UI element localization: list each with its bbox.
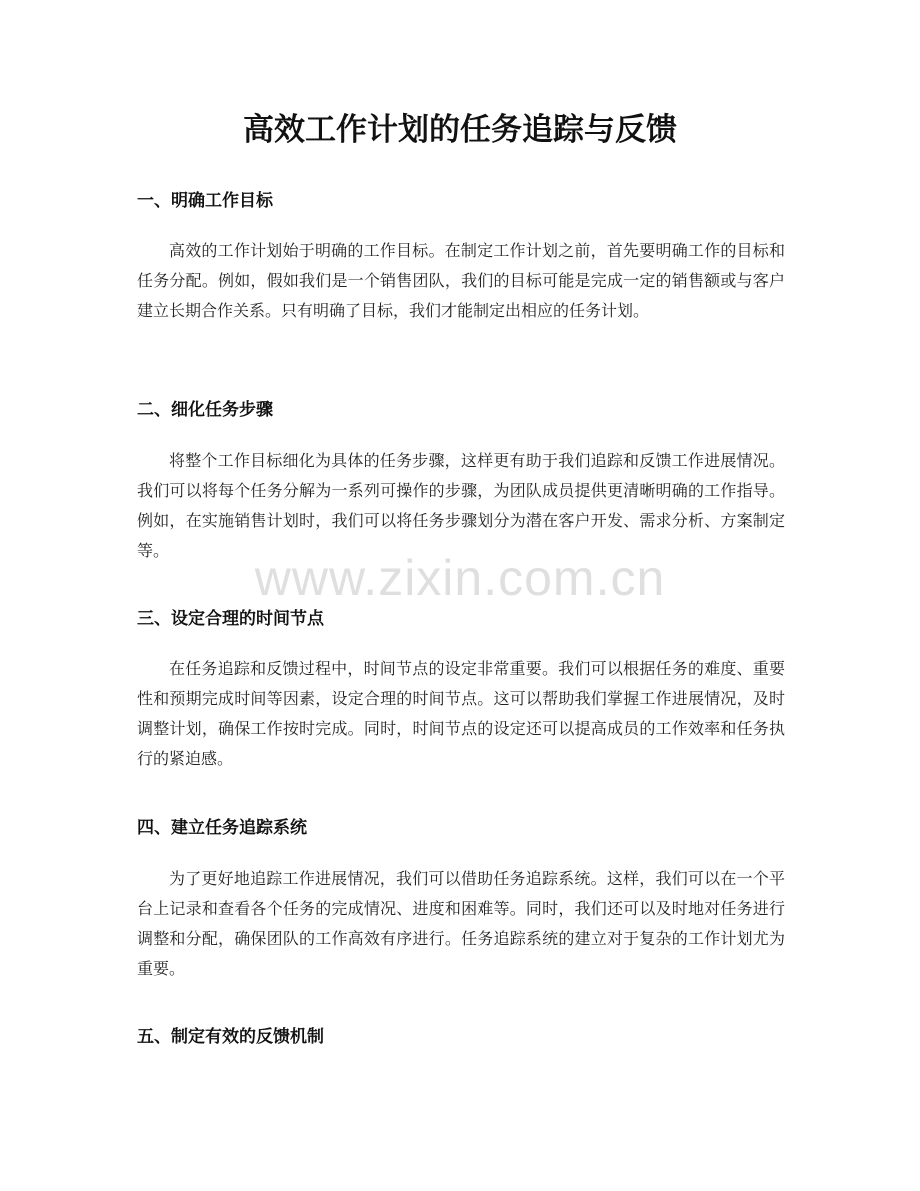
section-heading-1: 一、明确工作目标: [137, 191, 273, 211]
watermark-text: www.zixin.com.cn: [254, 550, 666, 606]
section-heading-4: 四、建立任务追踪系统: [137, 818, 307, 838]
section-paragraph-4: 为了更好地追踪工作进展情况，我们可以借助任务追踪系统。这样，我们可以在一个平台上记录和查看各个任务的完成情况、进度和困难等。同时，我们还可以及时地对任务进行调整和分配，确保团队的工作高效有序进行。任务追踪系统的建立对于复杂的工作计划尤为重要。: [137, 869, 785, 978]
section-paragraph-3: 在任务追踪和反馈过程中，时间节点的设定非常重要。我们可以根据任务的难度、重要性和预期完成时间等因素，设定合理的时间节点。这可以帮助我们掌握工作进展情况，及时调整计划，确保工作按时完成。同时，时间节点的设定还可以提高成员的工作效率和任务执行的紧迫感。: [137, 659, 785, 768]
section-heading-2: 二、细化任务步骤: [137, 400, 273, 420]
section-heading-3: 三、设定合理的时间节点: [137, 609, 324, 629]
section-heading-5: 五、制定有效的反馈机制: [137, 1027, 324, 1047]
document-title: 高效工作计划的任务追踪与反馈: [243, 112, 677, 148]
section-paragraph-1: 高效的工作计划始于明确的工作目标。在制定工作计划之前，首先要明确工作的目标和任务分配。例如，假如我们是一个销售团队，我们的目标可能是完成一定的销售额或与客户建立长期合作关系。只有明确了目标，我们才能制定出相应的任务计划。: [137, 241, 785, 320]
section-paragraph-2: 将整个工作目标细化为具体的任务步骤，这样更有助于我们追踪和反馈工作进展情况。我们可以将每个任务分解为一系列可操作的步骤，为团队成员提供更清晰明确的工作指导。例如，在实施销售计划时，我们可以将任务步骤划分为潜在客户开发、需求分析、方案制定等。: [137, 451, 785, 560]
